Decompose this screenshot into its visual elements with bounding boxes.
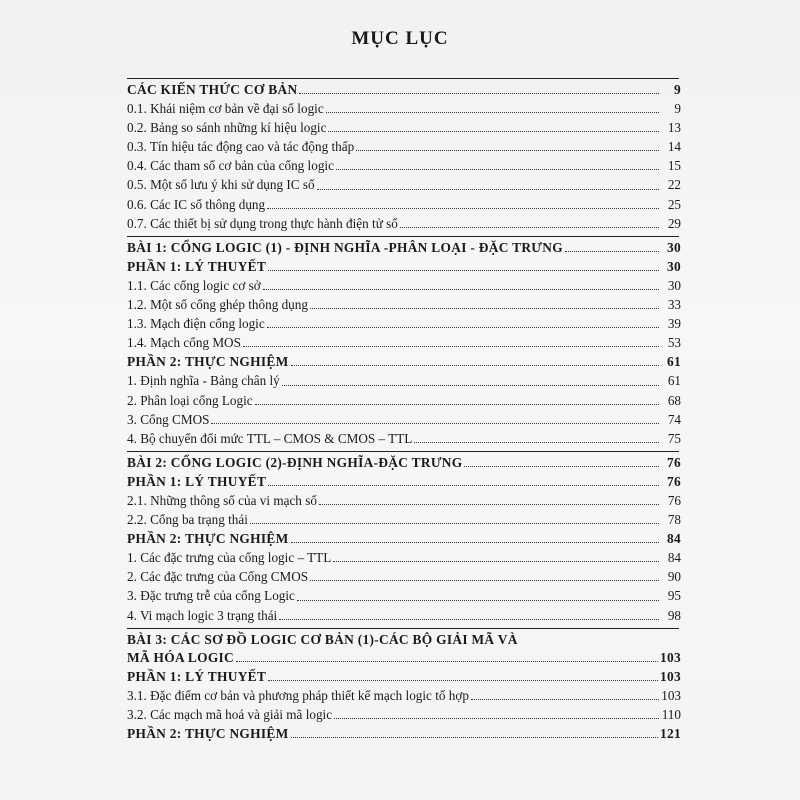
toc-page-number: 75 [667, 430, 681, 446]
toc-heading-lesson-3-line1 [127, 630, 681, 648]
toc-part-label: PHẦN 1: LÝ THUYẾT [127, 473, 267, 489]
toc-entry-label: 2.1. Những thông số của vi mạch số [127, 492, 317, 508]
dot-leader [319, 503, 659, 505]
toc-page-number: 98 [667, 607, 681, 623]
toc-entry-label: 3.1. Đặc điểm cơ bản và phương pháp thiết kế mạch logic tổ hợp [127, 687, 469, 703]
toc-page-number: 13 [667, 120, 681, 136]
dot-leader [310, 579, 659, 581]
toc-page-number: 76 [667, 492, 681, 508]
toc-page-number: 84 [667, 550, 681, 566]
dot-leader [263, 288, 659, 290]
page-title: MỤC LỤC [351, 28, 449, 49]
toc-page-number: 103 [660, 649, 681, 665]
toc-heading-lesson-2 [127, 453, 681, 472]
dot-leader [291, 364, 659, 366]
toc-heading-label: CÁC KIẾN THỨC CƠ BẢN [127, 82, 298, 97]
toc-page-number: 9 [674, 82, 681, 97]
toc-page-number: 103 [660, 668, 681, 684]
toc-page-number: 121 [660, 726, 681, 741]
toc-entry-label: 0.4. Các tham số cơ bản của cổng logic [127, 158, 334, 174]
toc-entry-label: 3. Đặc trưng trễ của cổng Logic [127, 588, 295, 604]
toc-entry [127, 429, 681, 448]
toc-entry-label: 0.2. Bảng so sánh những kí hiệu logic [127, 120, 327, 136]
toc-entry [127, 606, 681, 625]
toc-page-number: 95 [667, 588, 681, 604]
toc-page-number: 68 [667, 392, 681, 408]
toc-entry-label: 2.2. Cổng ba trạng thái [127, 512, 248, 528]
dot-leader [333, 560, 659, 562]
toc-page-number: 84 [667, 531, 681, 547]
toc-entry-label: 1. Định nghĩa - Bảng chân lý [127, 373, 280, 389]
toc-entry-label: 1.4. Mạch cổng MOS [127, 335, 241, 351]
toc-heading-lesson-3-line2 [127, 648, 681, 667]
toc-page-number: 9 [674, 101, 681, 117]
toc-page-number: 30 [667, 277, 681, 293]
toc-page-number: 74 [667, 411, 681, 427]
toc-entry [127, 314, 681, 333]
toc-page-number: 22 [667, 177, 681, 193]
toc-entry-label: 2. Các đặc trưng của Cổng CMOS [127, 569, 309, 585]
toc-entry [127, 276, 681, 295]
toc-entry-label: 3.2. Các mạch mã hoá và giải mã logic [127, 706, 333, 722]
toc-heading-lesson-1 [127, 238, 681, 257]
toc-part-heading [127, 724, 681, 743]
toc-page-number: 110 [661, 706, 681, 722]
toc-entry [127, 371, 681, 390]
toc-entry [127, 99, 681, 118]
toc-page-number: 61 [667, 373, 681, 389]
toc-entry [127, 705, 681, 724]
toc-entry-label: 1. Các đặc trưng của cổng logic – TTL [127, 550, 332, 566]
toc-page-number: 53 [667, 335, 681, 351]
dot-leader [310, 307, 659, 309]
toc-entry [127, 548, 681, 567]
toc-entry-label: 0.5. Một số lưu ý khi sử dụng IC số [127, 177, 315, 193]
toc-part-label: PHẦN 2: THỰC NGHIỆM [127, 354, 289, 370]
dot-leader [255, 403, 659, 405]
toc-entry [127, 586, 681, 605]
toc-part-heading [127, 472, 681, 491]
toc-entry-label: 2. Phân loại cổng Logic [127, 392, 253, 408]
toc-part-label: PHẦN 2: THỰC NGHIỆM [127, 531, 289, 547]
dot-leader [268, 269, 659, 271]
toc-page-number: 78 [667, 512, 681, 528]
toc-part-heading [127, 352, 681, 371]
toc-entry [127, 118, 681, 137]
dot-leader [565, 250, 659, 252]
toc-page-number: 30 [667, 239, 681, 255]
toc-page-number: 103 [661, 687, 681, 703]
toc-entry-label: 1.1. Các cổng logic cơ sở [127, 277, 261, 293]
toc-entry-label: 4. Vi mạch logic 3 trạng thái [127, 607, 278, 623]
dot-leader [400, 226, 659, 228]
toc-page-number: 33 [667, 297, 681, 313]
dot-leader [326, 111, 659, 113]
toc-entry-label: 1.2. Một số cổng ghép thông dụng [127, 297, 308, 313]
toc-entry-label: 4. Bộ chuyển đổi mức TTL – CMOS & CMOS – TTL [127, 430, 413, 446]
dot-leader [471, 698, 659, 700]
toc-page-number: 61 [667, 354, 681, 370]
section-divider [127, 78, 679, 79]
toc-page-number: 90 [667, 569, 681, 585]
dot-leader [317, 188, 659, 190]
toc-page-number: 39 [667, 316, 681, 332]
toc-entry [127, 510, 681, 529]
toc-part-heading [127, 257, 681, 276]
toc-entry [127, 333, 681, 352]
dot-leader [282, 384, 659, 386]
toc-page-number: 30 [667, 258, 681, 274]
section-divider [127, 236, 679, 237]
toc-page-number: 14 [667, 139, 681, 155]
dot-leader [291, 736, 658, 738]
toc-entry [127, 137, 681, 156]
toc-entry-label: 0.1. Khái niệm cơ bản về đại số logic [127, 101, 324, 117]
dot-leader [268, 484, 659, 486]
dot-leader [279, 618, 659, 620]
toc-entry-label: 1.3. Mạch điện cổng logic [127, 316, 265, 332]
toc-page-number: 25 [667, 196, 681, 212]
dot-leader [268, 679, 658, 681]
dot-leader [299, 92, 659, 94]
section-divider [127, 451, 679, 452]
toc-entry [127, 214, 681, 233]
dot-leader [297, 599, 659, 601]
dot-leader [356, 149, 659, 151]
toc-entry [127, 567, 681, 586]
toc-entry [127, 175, 681, 194]
toc-entry [127, 686, 681, 705]
toc-entry [127, 295, 681, 314]
section-divider [127, 628, 679, 629]
toc-entry [127, 195, 681, 214]
toc-page-number: 76 [667, 454, 681, 470]
toc-heading-label: BÀI 1: CỔNG LOGIC (1) - ĐỊNH NGHĨA -PHÂN LOẠI - ĐẶC TRƯNG [127, 239, 563, 255]
toc-entry-label: 0.3. Tín hiệu tác động cao và tác động thấp [127, 139, 355, 155]
dot-leader [211, 422, 659, 424]
toc-page-number: 76 [667, 473, 681, 489]
toc-entry [127, 410, 681, 429]
dot-leader [464, 465, 659, 467]
toc-entry [127, 156, 681, 175]
dot-leader [328, 130, 659, 132]
toc-entry-label: 0.7. Các thiết bị sử dụng trong thực hành điện tử số [127, 215, 398, 231]
dot-leader [243, 345, 659, 347]
toc-heading-label: BÀI 2: CỔNG LOGIC (2)-ĐỊNH NGHĨA-ĐẶC TRƯNG [127, 454, 463, 470]
toc-entry-label: 3. Cổng CMOS [127, 411, 210, 427]
toc-part-heading [127, 667, 681, 686]
toc-heading-label: BÀI 3: CÁC SƠ ĐỒ LOGIC CƠ BẢN (1)-CÁC BỘ GIẢI MÃ VÀ [127, 631, 518, 647]
dot-leader [336, 168, 659, 170]
toc-heading-label-cont: MÃ HÓA LOGIC [127, 649, 235, 665]
toc-part-label: PHẦN 1: LÝ THUYẾT [127, 668, 267, 684]
dot-leader [291, 541, 659, 543]
toc-entry-label: 0.6. Các IC số thông dụng [127, 196, 266, 212]
dot-leader [414, 441, 659, 443]
dot-leader [267, 326, 659, 328]
toc-entry [127, 391, 681, 410]
toc-heading-basics [127, 80, 681, 99]
dot-leader [334, 717, 659, 719]
toc-page-number: 29 [667, 215, 681, 231]
table-of-contents [127, 74, 681, 743]
dot-leader [250, 522, 659, 524]
dot-leader [236, 660, 658, 662]
toc-entry [127, 491, 681, 510]
toc-part-heading [127, 529, 681, 548]
toc-page-number: 15 [667, 158, 681, 174]
dot-leader [267, 207, 659, 209]
toc-part-label: PHẦN 2: THỰC NGHIỆM [127, 726, 289, 741]
toc-part-label: PHẦN 1: LÝ THUYẾT [127, 258, 267, 274]
